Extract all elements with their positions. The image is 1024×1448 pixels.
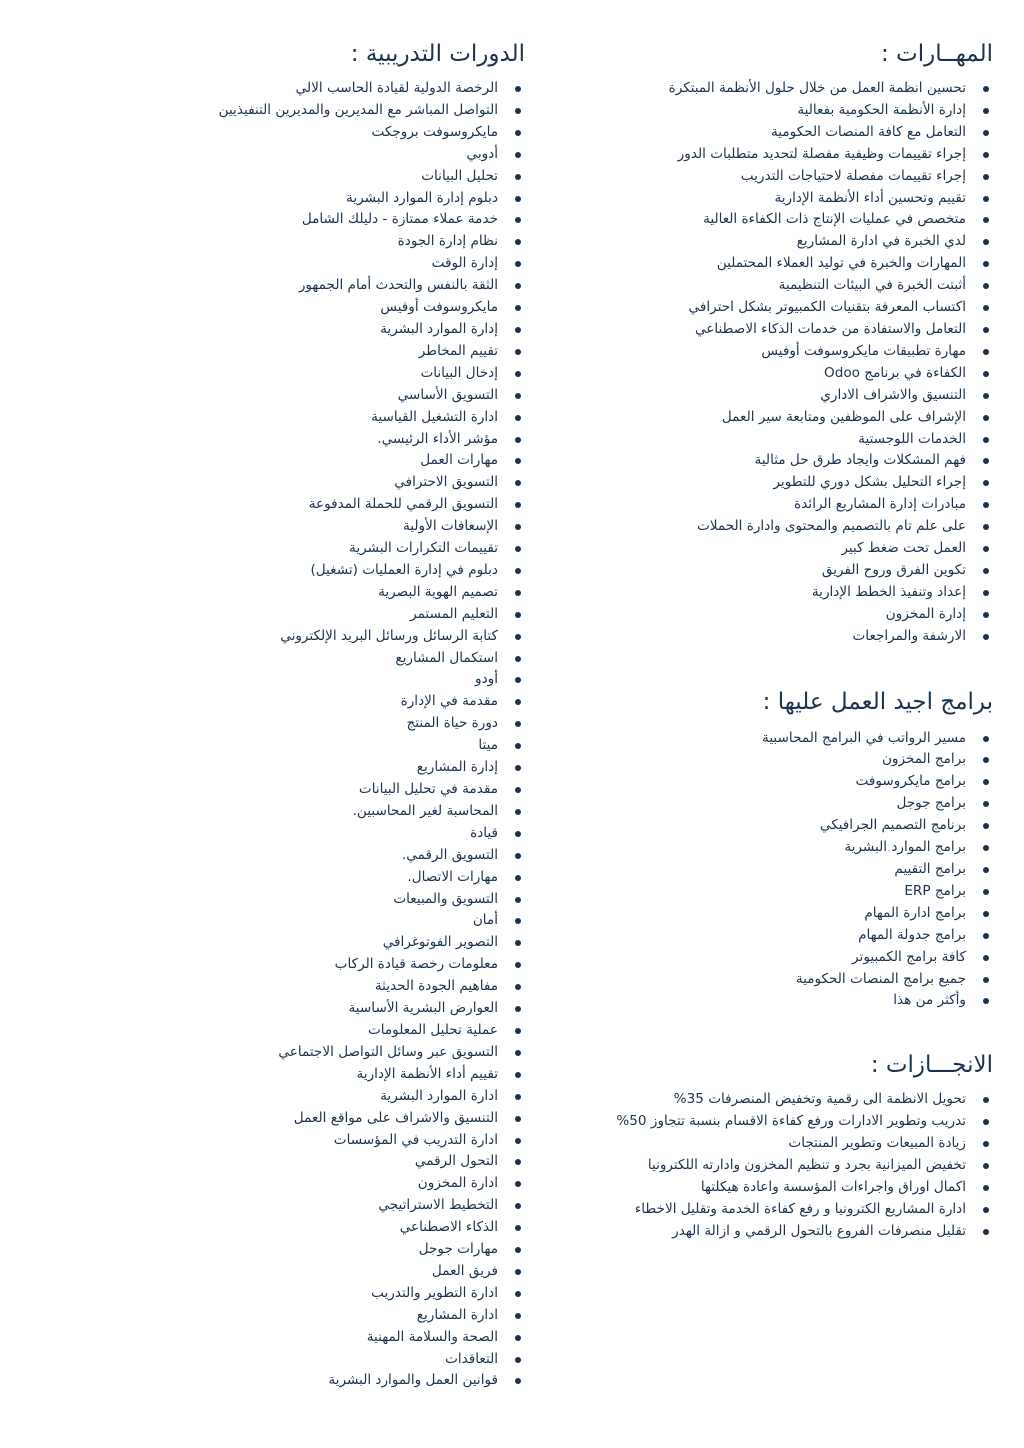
course-item: نظام إدارة الجودة bbox=[150, 231, 525, 253]
skill-item: فهم المشكلات وايجاد طرق حل مثالية bbox=[555, 450, 993, 472]
skills-heading: المهــارات : bbox=[881, 41, 993, 67]
course-item: الإسعافات الأولية bbox=[150, 516, 525, 538]
course-item: مهارات جوجل bbox=[150, 1239, 525, 1261]
skill-item: إجراء تقييمات وظيفية مفصلة لتحديد متطلبات الدور bbox=[555, 144, 993, 166]
skill-item: إجراء تقييمات مفصلة لاحتياجات التدريب bbox=[555, 166, 993, 188]
achievement-item: تدريب وتطوير الادارات ورفع كفاءة الاقسام بنسبة تتجاوز 50% bbox=[555, 1111, 993, 1133]
program-item: برامج جدولة المهام bbox=[555, 925, 993, 947]
achievements-section bbox=[555, 1049, 993, 1242]
course-item: قيادة bbox=[150, 823, 525, 845]
program-item: برامج التقييم bbox=[555, 859, 993, 881]
achievements-heading: الانجـــازات : bbox=[870, 1052, 993, 1079]
course-item: مفاهيم الجودة الحديثة bbox=[150, 976, 525, 998]
course-item: ادارة المشاريع bbox=[150, 1305, 525, 1327]
skills-list bbox=[555, 78, 993, 648]
skill-item: الارشفة والمراجعات bbox=[555, 626, 993, 648]
right-column bbox=[555, 38, 993, 1243]
course-item: قوانين العمل والموارد البشرية bbox=[150, 1370, 525, 1392]
course-item: ادارة المخزون bbox=[150, 1173, 525, 1195]
skill-item: التعامل والاستفادة من خدمات الذكاء الاصطناعي bbox=[555, 319, 993, 341]
course-item: تقييمات التكرارات البشرية bbox=[150, 538, 525, 560]
course-item: تقييم أداء الأنظمة الإدارية bbox=[150, 1064, 525, 1086]
program-item: برامج مايكروسوفت bbox=[555, 771, 993, 793]
course-item: أمان bbox=[150, 910, 525, 932]
achievement-item: زيادة المبيعات وتطوير المنتجات bbox=[555, 1133, 993, 1155]
course-item: مهارات الاتصال. bbox=[150, 867, 525, 889]
course-item: دبلوم إدارة الموارد البشرية bbox=[150, 188, 525, 210]
courses-list bbox=[150, 78, 525, 1392]
course-item: التسويق الأساسي bbox=[150, 385, 525, 407]
course-item: التسويق الرقمي للحملة المدفوعة bbox=[150, 494, 525, 516]
courses-heading: الدورات التدريبية : bbox=[350, 41, 525, 67]
skill-item: إدارة الأنظمة الحكومية بفعالية bbox=[555, 100, 993, 122]
achievements-list bbox=[555, 1089, 993, 1242]
course-item: التسويق الرقمي. bbox=[150, 845, 525, 867]
course-item: مايكروسوفت أوفيس bbox=[150, 297, 525, 319]
course-item: المحاسبة لغير المحاسبين. bbox=[150, 801, 525, 823]
course-item: تقييم المخاطر bbox=[150, 341, 525, 363]
skill-item: الكفاءة في برنامج Odoo bbox=[555, 363, 993, 385]
course-item: الذكاء الاصطناعي bbox=[150, 1217, 525, 1239]
program-item: برامج جوجل bbox=[555, 793, 993, 815]
course-item: ادارة الموارد البشرية bbox=[150, 1086, 525, 1108]
course-item: استكمال المشاريع bbox=[150, 648, 525, 670]
skill-item: اكتساب المعرفة بتقنيات الكمبيوتر بشكل احترافي bbox=[555, 297, 993, 319]
course-item: ادارة التطوير والتدريب bbox=[150, 1283, 525, 1305]
skill-item: العمل تحت ضغط كبير bbox=[555, 538, 993, 560]
course-item: التنسيق والاشراف على مواقع العمل bbox=[150, 1108, 525, 1130]
course-item: مؤشر الأداء الرئيسي. bbox=[150, 429, 525, 451]
skill-item: إعداد وتنفيذ الخطط الإدارية bbox=[555, 582, 993, 604]
skill-item: مبادرات إدارة المشاريع الرائدة bbox=[555, 494, 993, 516]
skill-item: لدي الخبرة في ادارة المشاريع bbox=[555, 231, 993, 253]
course-item: إدارة المشاريع bbox=[150, 757, 525, 779]
programs-heading: برامج اجيد العمل عليها : bbox=[762, 688, 993, 715]
program-item: برنامج التصميم الجرافيكي bbox=[555, 815, 993, 837]
skills-section bbox=[555, 38, 993, 648]
course-item: كتابة الرسائل ورسائل البريد الإلكتروني bbox=[150, 626, 525, 648]
achievement-item: تحويل الانظمة الى رقمية وتخفيض المنصرفات 35% bbox=[555, 1089, 993, 1111]
skill-item: إجراء التحليل بشكل دوري للتطوير bbox=[555, 472, 993, 494]
skill-item: متخصص في عمليات الإنتاج ذات الكفاءة العالية bbox=[555, 209, 993, 231]
skill-item: تكوين الفرق وروح الفريق bbox=[555, 560, 993, 582]
course-item: الرخصة الدولية لقيادة الحاسب الالي bbox=[150, 78, 525, 100]
skill-item: التنسيق والاشراف الاداري bbox=[555, 385, 993, 407]
skill-item: أثبتت الخبرة في البيئات التنظيمية bbox=[555, 275, 993, 297]
skill-item: التعامل مع كافة المنصات الحكومية bbox=[555, 122, 993, 144]
achievement-item: اكمال اوراق واجراءات المؤسسة واعادة هيكلتها bbox=[555, 1177, 993, 1199]
program-item: جميع برامج المنصات الحكومية bbox=[555, 969, 993, 991]
course-item: إدارة الوقت bbox=[150, 253, 525, 275]
achievement-item: تقليل منصرفات الفروع بالتحول الرقمي و ازالة الهدر bbox=[555, 1221, 993, 1243]
programs-list bbox=[555, 728, 993, 1013]
course-item: الثقة بالنفس والتحدث أمام الجمهور bbox=[150, 275, 525, 297]
course-item: التصوير الفوتوغرافي bbox=[150, 932, 525, 954]
course-item: التسويق والمبيعات bbox=[150, 889, 525, 911]
course-item: مايكروسوفت بروجكت bbox=[150, 122, 525, 144]
course-item: التخطيط الاستراتيجي bbox=[150, 1195, 525, 1217]
course-item: العوارض البشرية الأساسية bbox=[150, 998, 525, 1020]
skill-item: على علم تام بالتصميم والمحتوى وادارة الحملات bbox=[555, 516, 993, 538]
course-item: معلومات رخصة قيادة الركاب bbox=[150, 954, 525, 976]
course-item: عملية تحليل المعلومات bbox=[150, 1020, 525, 1042]
left-column bbox=[150, 38, 525, 1392]
course-item: تصميم الهوية البصرية bbox=[150, 582, 525, 604]
program-item: برامج ERP bbox=[555, 881, 993, 903]
skill-item: المهارات والخبرة في توليد العملاء المحتملين bbox=[555, 253, 993, 275]
course-item: ادارة التدريب في المؤسسات bbox=[150, 1130, 525, 1152]
course-item: مقدمة في الإدارة bbox=[150, 691, 525, 713]
skill-item: إدارة المخزون bbox=[555, 604, 993, 626]
course-item: التعاقدات bbox=[150, 1349, 525, 1371]
skill-item: الإشراف على الموظفين ومتابعة سير العمل bbox=[555, 407, 993, 429]
course-item: مقدمة في تحليل البيانات bbox=[150, 779, 525, 801]
program-item: برامج ادارة المهام bbox=[555, 903, 993, 925]
achievement-item: ادارة المشاريع الكترونيا و رفع كفاءة الخدمة وتقليل الاخطاء bbox=[555, 1199, 993, 1221]
course-item: ميتا bbox=[150, 735, 525, 757]
courses-section bbox=[150, 38, 525, 1392]
skill-item: تحسين انظمة العمل من خلال حلول الأنظمة المبتكرة bbox=[555, 78, 993, 100]
course-item: دورة حياة المنتج bbox=[150, 713, 525, 735]
achievement-item: تخفيض الميزانية بجرد و تنظيم المخزون وادارته اللكترونيا bbox=[555, 1155, 993, 1177]
program-item: كافة برامج الكمبيوتر bbox=[555, 947, 993, 969]
course-item: أودو bbox=[150, 669, 525, 691]
course-item: التسويق عبر وسائل التواصل الاجتماعي bbox=[150, 1042, 525, 1064]
skill-item: مهارة تطبيقات مايكروسوفت أوفيس bbox=[555, 341, 993, 363]
course-item: خدمة عملاء ممتازة - دليلك الشامل bbox=[150, 209, 525, 231]
programs-section bbox=[555, 686, 993, 1013]
course-item: التسويق الاحترافي bbox=[150, 472, 525, 494]
course-item: الصحة والسلامة المهنية bbox=[150, 1327, 525, 1349]
course-item: مهارات العمل bbox=[150, 450, 525, 472]
course-item: فريق العمل bbox=[150, 1261, 525, 1283]
course-item: تحليل البيانات bbox=[150, 166, 525, 188]
course-item: دبلوم في إدارة العمليات (تشغيل) bbox=[150, 560, 525, 582]
course-item: إدخال البيانات bbox=[150, 363, 525, 385]
course-item: التحول الرقمي bbox=[150, 1151, 525, 1173]
program-item: مسير الرواتب في البرامج المحاسبية bbox=[555, 728, 993, 750]
course-item: التواصل المباشر مع المديرين والمديرين التنفيذيين bbox=[150, 100, 525, 122]
skill-item: الخدمات اللوجستية bbox=[555, 429, 993, 451]
program-item: برامج الموارد البشرية bbox=[555, 837, 993, 859]
skill-item: تقييم وتحسين أداء الأنظمة الإدارية bbox=[555, 188, 993, 210]
program-item: وأكثر من هذا bbox=[555, 990, 993, 1012]
course-item: ادارة التشغيل القياسية bbox=[150, 407, 525, 429]
course-item: إدارة الموارد البشرية bbox=[150, 319, 525, 341]
course-item: التعليم المستمر bbox=[150, 604, 525, 626]
course-item: أدوبي bbox=[150, 144, 525, 166]
program-item: برامج المخزون bbox=[555, 749, 993, 771]
